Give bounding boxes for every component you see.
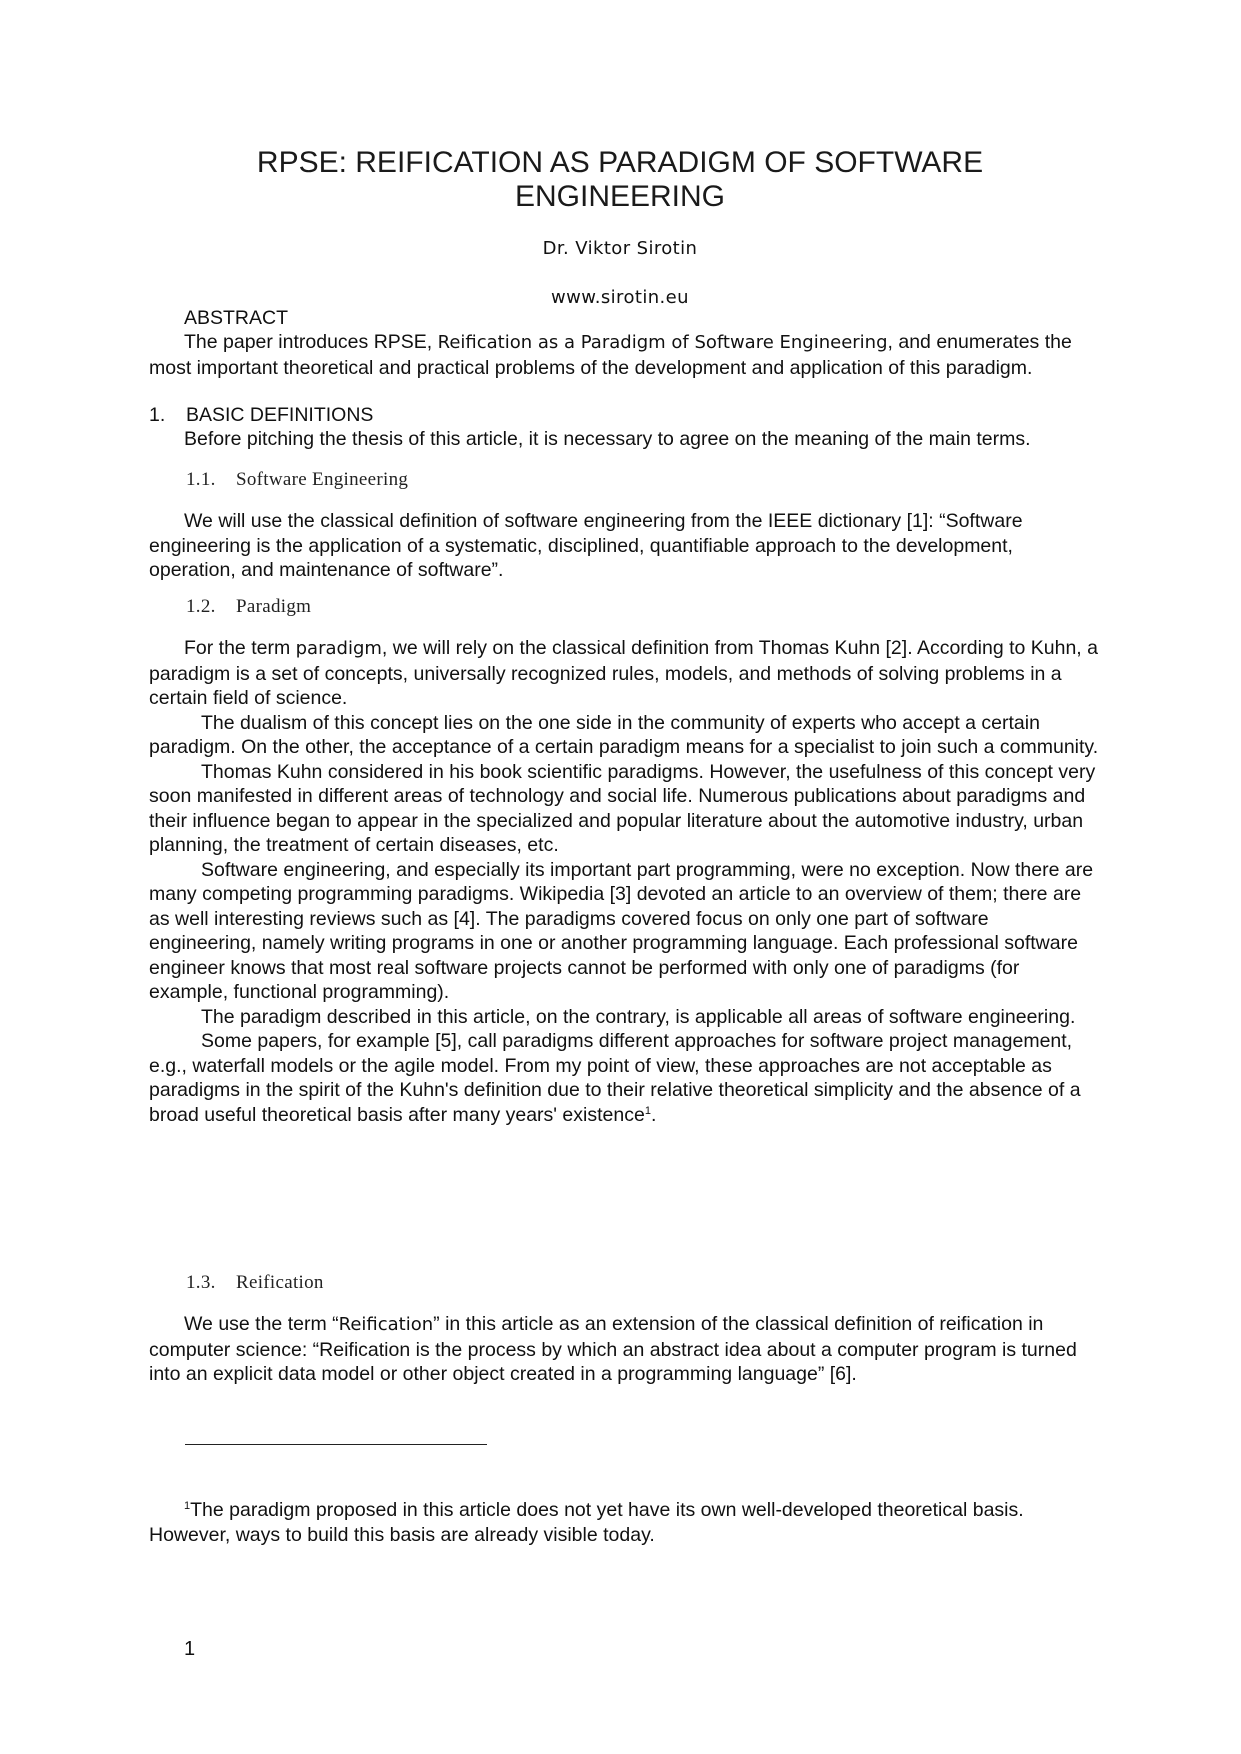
paper-title: RPSE: REIFICATION AS PARADIGM OF SOFTWARE ENGINEERING <box>256 146 984 213</box>
subsection-1-1-text: We will use the classical definition of software engineering from the IEEE dictionary [1]: “Software engineering is the application of a systematic, disciplined, quantifiable approach to the development, operation, and maintenance of software”. <box>149 510 1023 581</box>
paradigm-paragraph-2: The dualism of this concept lies on the one side in the community of experts who accept a certain paradigm. On the other, the acceptance of a certain paradigm means for a specialist to join such a community. <box>149 711 1099 758</box>
footnote-divider <box>185 1444 487 1445</box>
subsection-1-3-text: We use the term “Reification” in this article as an extension of the classical definition of reification in computer science: “Reification is the process by which an abstract idea about a computer program is turned into an explicit data model or other object created in a programming language” [6]. <box>149 1313 1077 1385</box>
paradigm-paragraph-3: Thomas Kuhn considered in his book scientific paradigms. However, the usefulness of this concept very soon manifested in different areas of technology and social life. Numerous publications about paradigms and their influence began to appear in the specialized and popular literature about the automotive industry, urban planning, the treatment of certain diseases, etc. <box>149 760 1096 856</box>
footnote-reference[interactable]: 1 <box>644 1104 651 1117</box>
abstract-heading: ABSTRACT <box>184 307 289 329</box>
author-website: www.sirotin.eu <box>551 287 689 308</box>
paradigm-paragraph-5: The paradigm described in this article, on the contrary, is applicable all areas of software engineering. <box>201 1005 1076 1028</box>
subsection-1-2-body <box>149 636 1099 1127</box>
subsection-1-2-heading: 1.2. Paradigm <box>186 596 312 617</box>
subsection-1-1-heading: 1.1. Software Engineering <box>186 469 409 490</box>
footnote: $^1$The paradigm proposed in this article does not yet have its own well-developed theoretical basis. However, ways to build this basis are already visible today. <box>149 1499 1024 1546</box>
paradigm-paragraph-1: For the term paradigm, we will rely on the classical definition from Thomas Kuhn [2]. According to Kuhn, a paradigm is a set of concepts, universally recognized rules, models, and methods of solving problems in a certain field of science. <box>149 637 1098 709</box>
paradigm-paragraph-4: Software engineering, and especially its important part programming, were no exception. Now there are many competing programming paradigms. Wikipedia [3] devoted an article to an overview of them; there are as well interesting reviews such as [4]. The paradigms covered focus on only one part of software engineering, namely writing programs in one or another programming language. Each professional software engineer knows that most real software projects cannot be performed with only one of paradigms (for example, functional programming). <box>149 858 1094 1003</box>
abstract-text: The paper introduces RPSE, Reification as a Paradigm of Software Engineering, and enumerates the most important theoretical and practical problems of the development and application of this paradigm. <box>149 331 1072 379</box>
page-number: 1 <box>184 1638 196 1660</box>
section-1-heading: 1. BASIC DEFINITIONS <box>149 404 374 426</box>
section-1-intro: Before pitching the thesis of this article, it is necessary to agree on the meaning of the main terms. <box>184 428 1031 450</box>
paradigm-paragraph-6: Some papers, for example [5], call paradigms different approaches for software project management, e.g., waterfall models or the agile model. From my point of view, these approaches are not acceptable as paradigms in the spirit of the Kuhn's definition due to their relative theoretical simplicity and the absence of a broad useful theoretical basis after many years' existence$^1$. <box>149 1030 1081 1126</box>
author-name: Dr. Viktor Sirotin <box>542 238 698 259</box>
subsection-1-3-heading: 1.3. Reification <box>186 1272 324 1293</box>
